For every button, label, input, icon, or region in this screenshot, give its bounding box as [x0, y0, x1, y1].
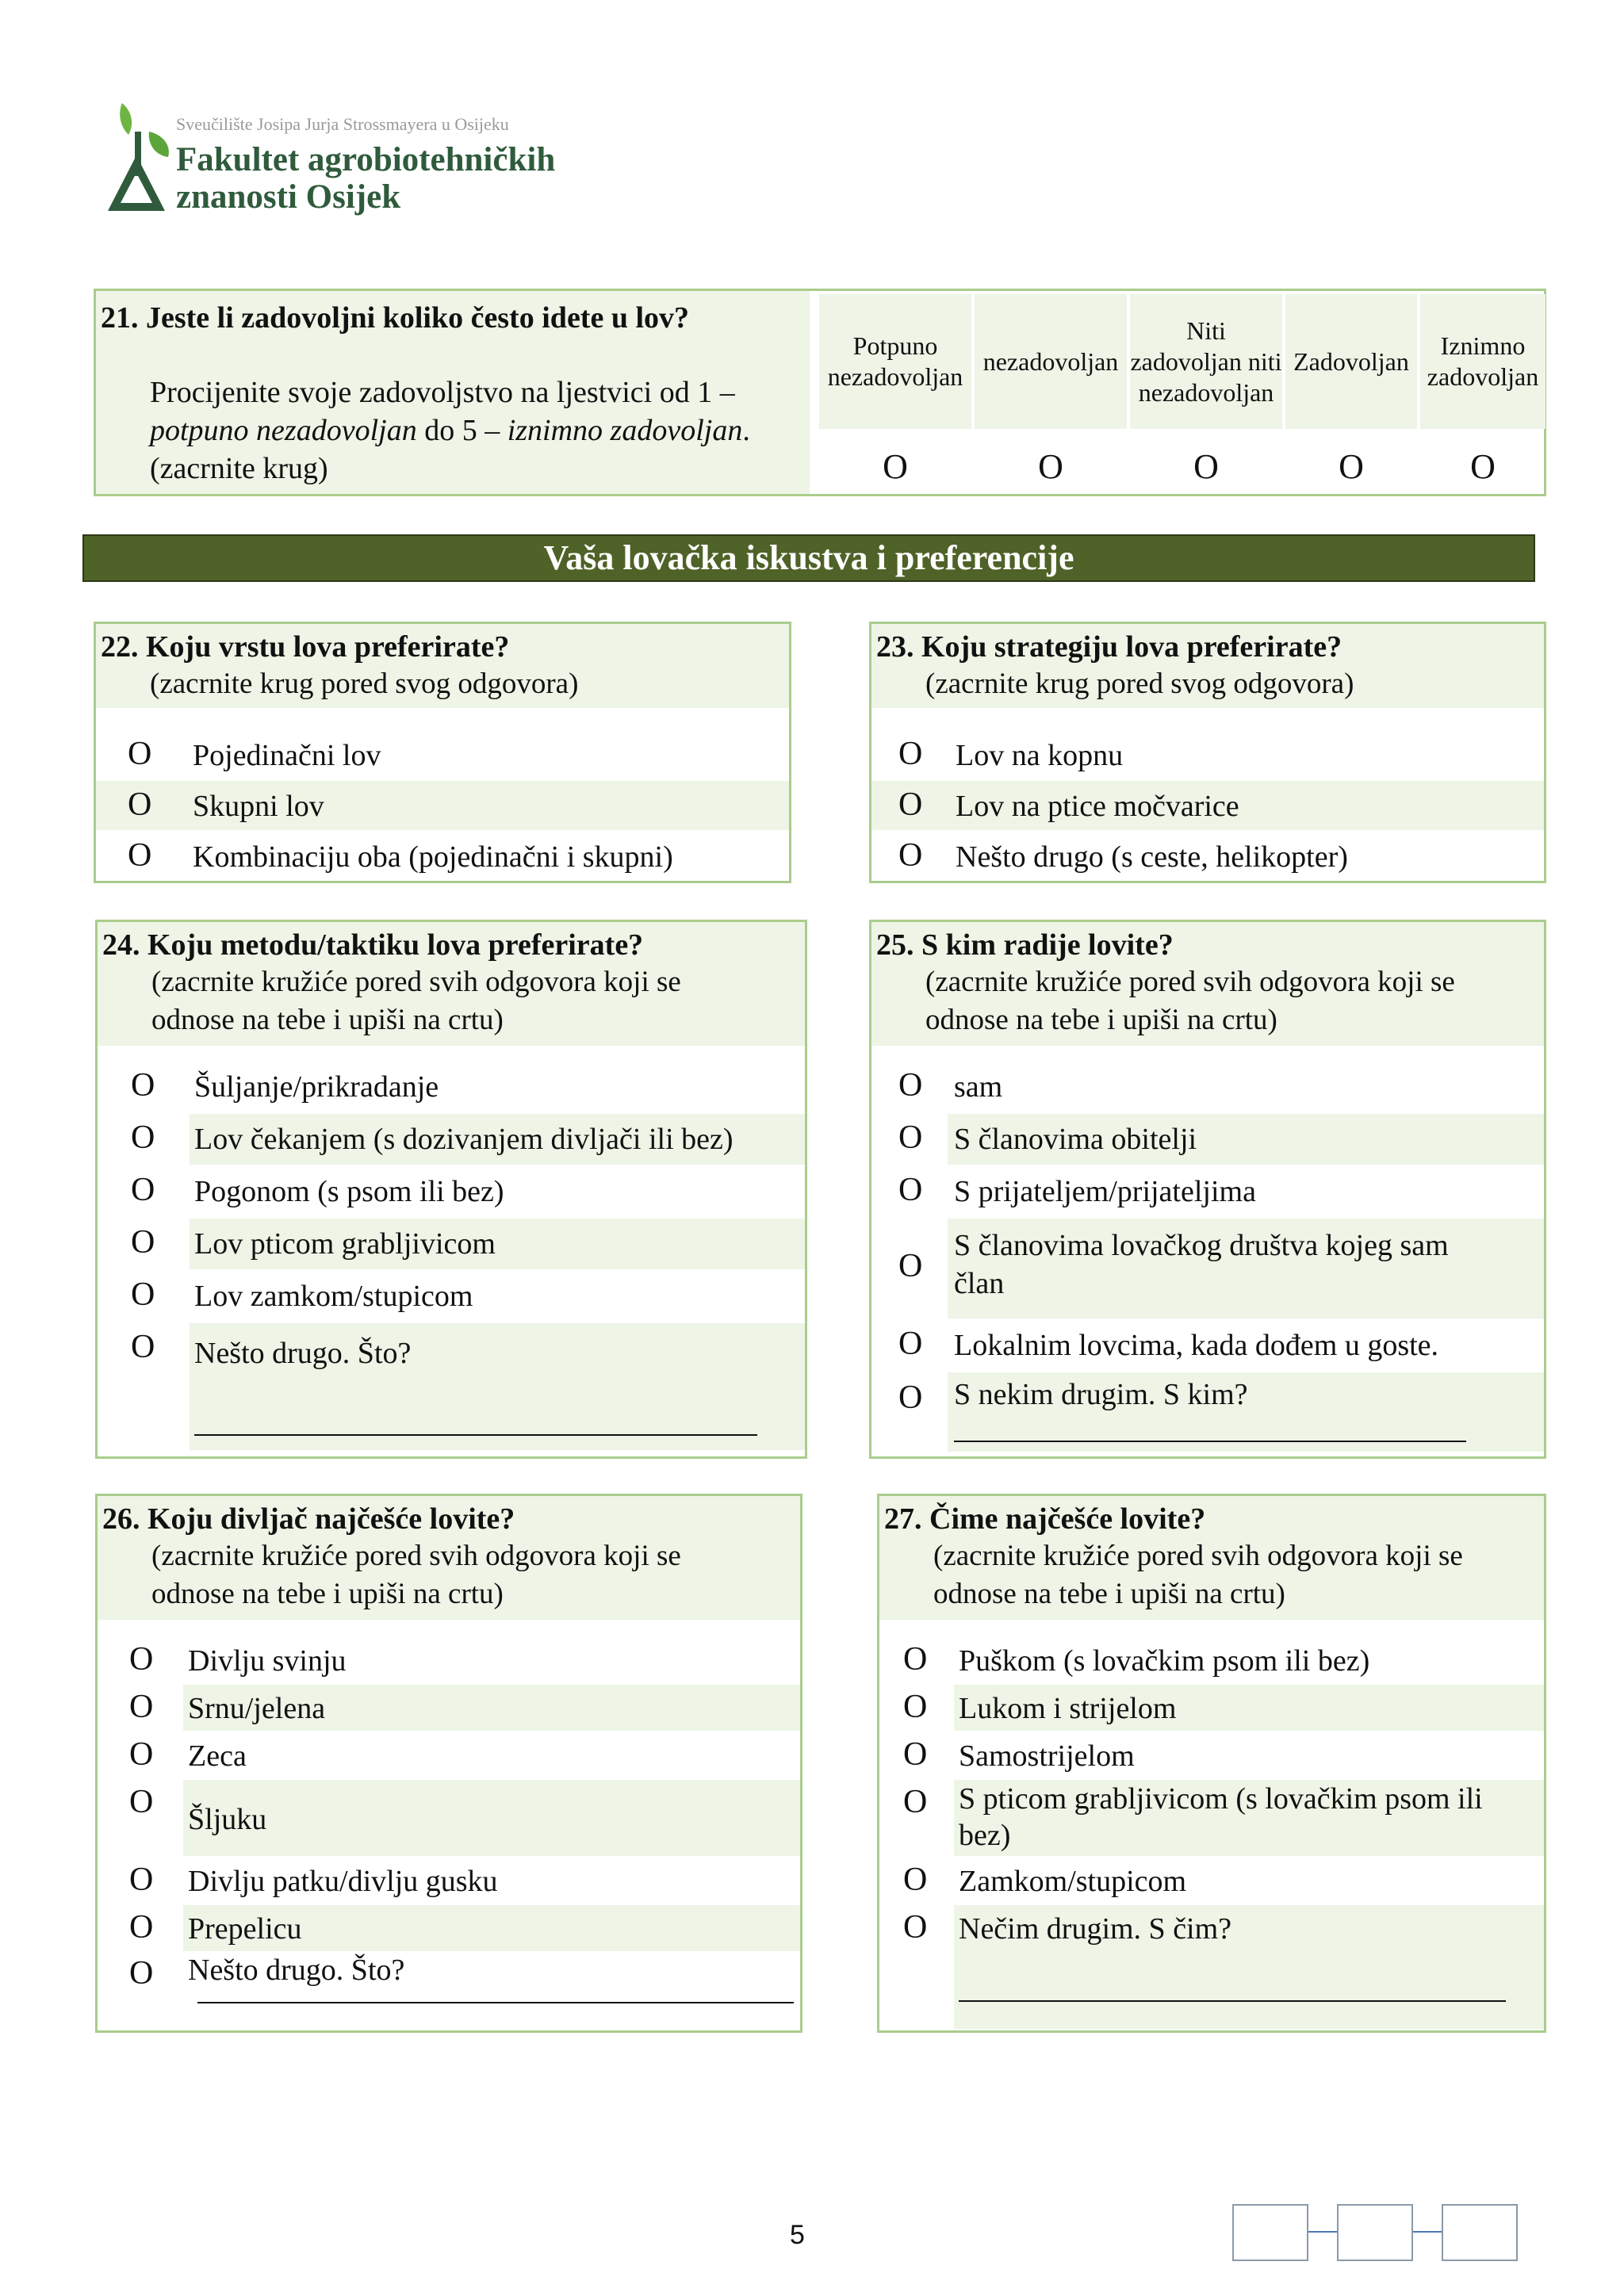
- question-25-title: 25. S kim radije lovite?: [876, 928, 1174, 962]
- question-24: [95, 920, 807, 1459]
- option-circle[interactable]: O: [903, 1784, 928, 1820]
- option-circle[interactable]: O: [898, 1172, 923, 1208]
- option-label: Srnu/jelena: [188, 1692, 326, 1725]
- option-label: Nešto drugo. Što?: [188, 1954, 405, 1987]
- option-row: [871, 1114, 1544, 1165]
- option-row: [98, 1953, 800, 2029]
- option-label: Zamkom/stupicom: [959, 1865, 1187, 1898]
- faculty-logo: [100, 100, 607, 219]
- question-24-header: [98, 922, 805, 1046]
- question-27: [877, 1494, 1546, 2033]
- option-label: Samostrijelom: [959, 1739, 1135, 1773]
- option-circle[interactable]: O: [898, 1248, 923, 1284]
- logo-line2: znanosti Osijek: [176, 178, 401, 216]
- question-21-title: 21. Jeste li zadovoljni koliko često idete u lov?: [101, 301, 690, 335]
- logo-line1: Fakultet agrobiotehničkih: [176, 141, 556, 178]
- question-24-title: 24. Koju metodu/taktiku lova preferirate?: [102, 928, 644, 962]
- question-23-title: 23. Koju strategiju lova preferirate?: [876, 630, 1342, 664]
- option-circle[interactable]: O: [129, 1909, 154, 1946]
- option-label: Lokalnim lovcima, kada dođem u goste.: [954, 1329, 1439, 1362]
- option-label: Lov čekanjem (s dozivanjem divljači ili bez): [194, 1123, 733, 1156]
- option-circle[interactable]: O: [129, 1955, 154, 1992]
- option-label: S prijateljem/prijateljima: [954, 1175, 1256, 1208]
- code-box-3[interactable]: [1442, 2204, 1518, 2261]
- option-label: Lov na ptice močvarice: [956, 790, 1239, 823]
- option-row: [871, 1062, 1544, 1112]
- option-label: Nešto drugo (s ceste, helikopter): [956, 840, 1348, 874]
- option-row: [98, 1114, 805, 1165]
- option-label: Puškom (s lovačkim psom ili bez): [959, 1644, 1370, 1678]
- option-label: Zeca: [188, 1739, 247, 1773]
- leaf-logo-icon: [100, 100, 173, 219]
- option-row: [879, 1637, 1544, 1683]
- question-26: [95, 1494, 802, 2033]
- option-row: [879, 1732, 1544, 1778]
- option-row: [98, 1732, 800, 1778]
- option-circle[interactable]: O: [903, 1689, 928, 1725]
- question-27-instruction-2: odnose na tebe i upiši na crtu): [933, 1578, 1285, 1610]
- option-circle[interactable]: O: [903, 1909, 928, 1946]
- option-label: Lov zamkom/stupicom: [194, 1280, 473, 1313]
- scale-option-3-circle[interactable]: O: [1193, 447, 1219, 486]
- question-21-header: [96, 291, 810, 494]
- option-label: Nešto drugo. Što?: [194, 1337, 412, 1370]
- code-box-separator: [1413, 2231, 1442, 2233]
- section-title: Vaša lovačka iskustva i preferencije: [82, 534, 1535, 582]
- option-row: [98, 1858, 800, 1904]
- option-row: [879, 1858, 1544, 1904]
- option-row: [98, 1780, 800, 1856]
- option-row: [96, 781, 789, 830]
- question-26-instruction-1: (zacrnite kružiće pored svih odgovora koji se: [151, 1540, 681, 1572]
- option-row: [871, 1166, 1544, 1217]
- option-circle[interactable]: O: [129, 1862, 154, 1898]
- code-box-separator: [1308, 2231, 1337, 2233]
- question-26-instruction-2: odnose na tebe i upiši na crtu): [151, 1578, 504, 1610]
- option-label-continued: član: [954, 1267, 1005, 1300]
- logo-university: Sveučilište Josipa Jurja Strossmayera u Osijeku: [176, 114, 509, 134]
- option-row: [98, 1219, 805, 1269]
- question-25-instruction-2: odnose na tebe i upiši na crtu): [925, 1004, 1277, 1036]
- scale-option-5-circle[interactable]: O: [1470, 447, 1496, 486]
- option-label: S članovima obitelji: [954, 1123, 1197, 1156]
- option-circle[interactable]: O: [131, 1172, 155, 1208]
- option-row: [96, 832, 789, 881]
- option-label: Pogonom (s psom ili bez): [194, 1175, 504, 1208]
- option-circle[interactable]: O: [903, 1736, 928, 1773]
- scale-option-1-circle[interactable]: O: [883, 447, 908, 486]
- option-row: [879, 1905, 1544, 2029]
- option-circle[interactable]: O: [131, 1329, 155, 1365]
- option-circle[interactable]: O: [129, 1689, 154, 1725]
- question-21-description: Procijenite svoje zadovoljstvo na ljestvici od 1 – potpuno nezadovoljan do 5 – iznimno zadovoljan. (zacrnite krug): [150, 376, 750, 485]
- option-label: S nekim drugim. S kim?: [954, 1378, 1248, 1411]
- option-label: Pojedinačni lov: [193, 739, 381, 772]
- question-23-header: [871, 624, 1544, 708]
- option-row: [871, 832, 1544, 881]
- question-23-instruction: (zacrnite krug pored svog odgovora): [925, 668, 1354, 700]
- option-row: [98, 1905, 800, 1951]
- scale-option-2-circle[interactable]: O: [1038, 447, 1063, 486]
- code-box-2[interactable]: [1337, 2204, 1413, 2261]
- option-label: S pticom grabljivicom (s lovačkim psom ili: [959, 1782, 1483, 1816]
- option-label: Prepelicu: [188, 1912, 302, 1946]
- option-row: [98, 1323, 805, 1450]
- question-24-instruction-1: (zacrnite kružiće pored svih odgovora koji se: [151, 966, 681, 998]
- page-number: 5: [790, 2220, 805, 2250]
- option-row: [879, 1685, 1544, 1731]
- option-circle[interactable]: O: [898, 837, 923, 874]
- option-label: sam: [954, 1070, 1003, 1104]
- option-label: Skupni lov: [193, 790, 324, 823]
- option-circle[interactable]: O: [131, 1119, 155, 1156]
- question-27-title: 27. Čime najčešće lovite?: [884, 1502, 1206, 1536]
- option-label: Šljuku: [188, 1803, 267, 1836]
- question-25: [869, 920, 1546, 1459]
- scale-label-3: Niti zadovoljan niti nezadovoljan: [1130, 294, 1282, 429]
- option-circle[interactable]: O: [128, 736, 152, 772]
- option-label: Lov pticom grabljivicom: [194, 1227, 496, 1261]
- option-circle[interactable]: O: [898, 1067, 923, 1104]
- option-row: [871, 781, 1544, 830]
- option-row: [98, 1062, 805, 1112]
- option-circle[interactable]: O: [898, 736, 923, 772]
- scale-label-5: Iznimno zadovoljan: [1420, 294, 1545, 429]
- question-21: [94, 289, 1546, 496]
- question-24-instruction-2: odnose na tebe i upiši na crtu): [151, 1004, 504, 1036]
- option-circle[interactable]: O: [903, 1862, 928, 1898]
- question-25-instruction-1: (zacrnite kružiće pored svih odgovora koji se: [925, 966, 1455, 998]
- option-label: Nečim drugim. S čim?: [959, 1912, 1232, 1946]
- scale-label-4: Zadovoljan: [1285, 294, 1417, 429]
- option-label: Divlju patku/divlju gusku: [188, 1865, 498, 1898]
- option-row: [98, 1637, 800, 1683]
- question-27-header: [879, 1496, 1544, 1620]
- option-row: [871, 1219, 1544, 1318]
- option-circle[interactable]: O: [128, 786, 152, 823]
- option-row: [98, 1166, 805, 1217]
- question-23: [869, 622, 1546, 883]
- option-row: [96, 730, 789, 779]
- option-circle[interactable]: O: [131, 1276, 155, 1313]
- option-label-continued: bez): [959, 1819, 1011, 1852]
- option-row: [98, 1271, 805, 1322]
- option-circle[interactable]: O: [131, 1224, 155, 1261]
- option-label: S članovima lovačkog društva kojeg sam: [954, 1229, 1449, 1262]
- question-27-instruction-1: (zacrnite kružiće pored svih odgovora koji se: [933, 1540, 1463, 1572]
- option-circle[interactable]: O: [131, 1067, 155, 1104]
- option-row: [871, 1320, 1544, 1371]
- question-22-title: 22. Koju vrstu lova preferirate?: [101, 630, 510, 664]
- option-label: Šuljanje/prikradanje: [194, 1070, 439, 1104]
- option-circle[interactable]: O: [903, 1641, 928, 1678]
- write-in-line[interactable]: [197, 2002, 794, 2003]
- option-circle[interactable]: O: [898, 786, 923, 823]
- question-26-header: [98, 1496, 800, 1620]
- scale-option-4-circle[interactable]: O: [1339, 447, 1364, 486]
- option-row: [98, 1685, 800, 1731]
- question-25-header: [871, 922, 1544, 1046]
- option-circle[interactable]: O: [129, 1641, 154, 1678]
- option-label: Divlju svinju: [188, 1644, 347, 1678]
- option-circle[interactable]: O: [898, 1119, 923, 1156]
- option-label: Lukom i strijelom: [959, 1692, 1177, 1725]
- logo-faculty-name: [176, 141, 555, 216]
- code-box-1[interactable]: [1232, 2204, 1308, 2261]
- write-in-line[interactable]: [194, 1434, 757, 1436]
- option-row: [879, 1780, 1544, 1856]
- question-22: [94, 622, 791, 883]
- option-circle[interactable]: O: [898, 1326, 923, 1362]
- write-in-line[interactable]: [959, 2000, 1506, 2002]
- option-circle[interactable]: O: [898, 1380, 923, 1416]
- option-circle[interactable]: O: [129, 1736, 154, 1773]
- scale-label-2: nezadovoljan: [975, 294, 1127, 429]
- write-in-line[interactable]: [954, 1441, 1466, 1442]
- option-circle[interactable]: O: [129, 1784, 154, 1820]
- scale-label-1: Potpuno nezadovoljan: [819, 294, 971, 429]
- question-26-title: 26. Koju divljač najčešće lovite?: [102, 1502, 515, 1536]
- question-22-header: [96, 624, 789, 708]
- option-row: [871, 1372, 1544, 1452]
- option-label: Lov na kopnu: [956, 739, 1124, 772]
- option-row: [871, 730, 1544, 779]
- option-circle[interactable]: O: [128, 837, 152, 874]
- option-label: Kombinaciju oba (pojedinačni i skupni): [193, 840, 673, 874]
- question-22-instruction: (zacrnite krug pored svog odgovora): [150, 668, 579, 700]
